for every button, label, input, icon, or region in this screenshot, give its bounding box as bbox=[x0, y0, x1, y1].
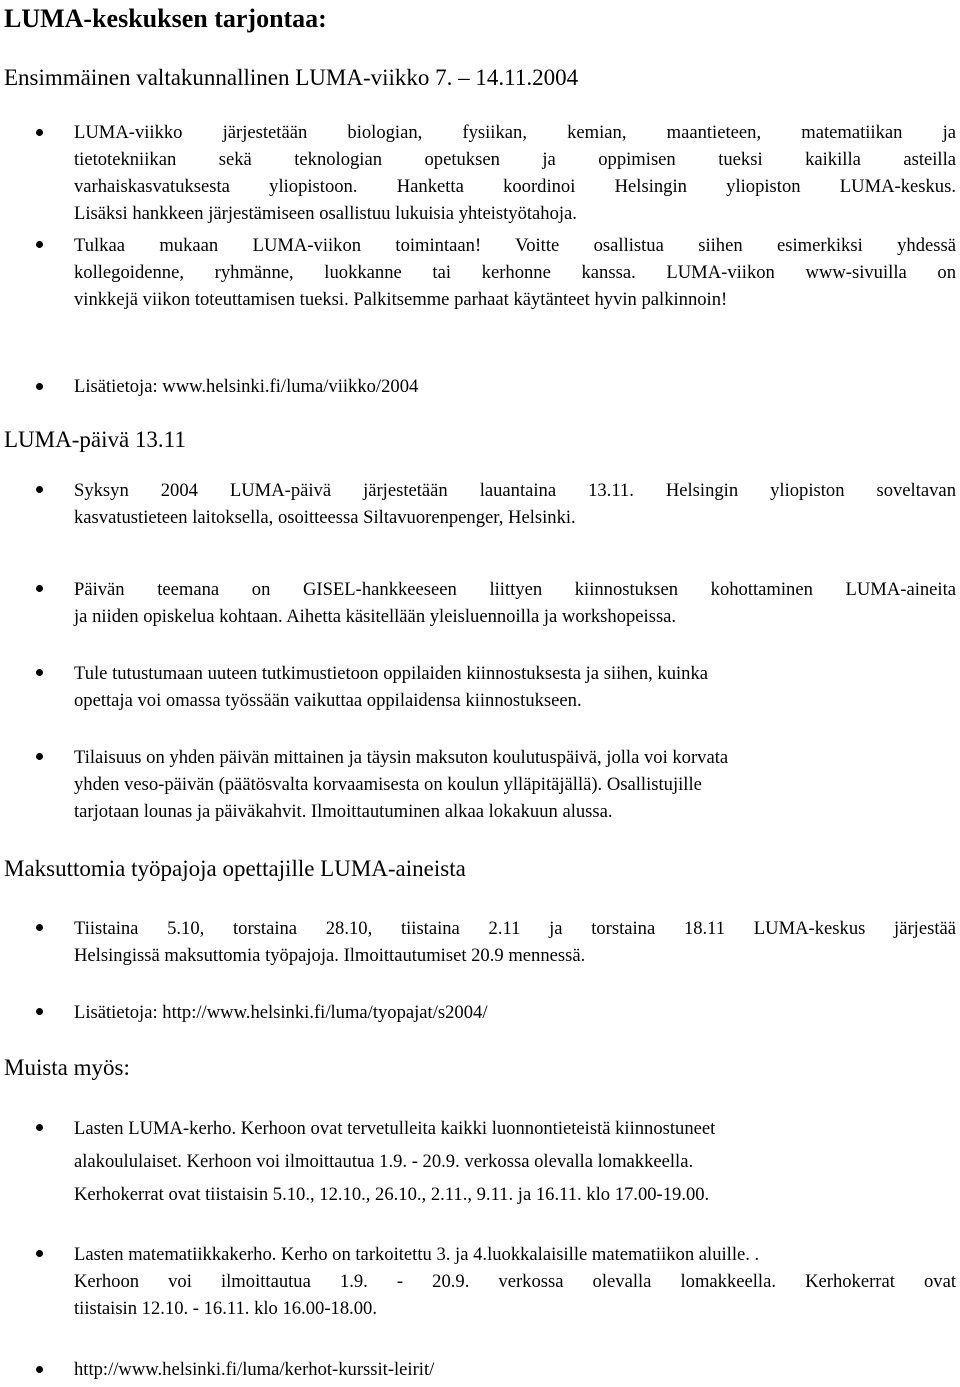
item-line: Kerhoon voi ilmoittautua 1.9. - 20.9. verkossa olevalla lomakkeella. Kerhokerrat ovat bbox=[74, 1271, 956, 1292]
item-line: vinkkejä viikon toteuttamisen tueksi. Palkitsemme parhaat käytänteet hyvin palkinnoin! bbox=[74, 289, 728, 310]
list-item bbox=[74, 660, 956, 714]
item-line: Lasten LUMA-kerho. Kerhoon ovat tervetulleita kaikki luonnontieteistä kiinnostuneet bbox=[74, 1118, 716, 1139]
list-item bbox=[74, 373, 956, 400]
bullet-icon bbox=[36, 241, 43, 248]
link-text: http://www.helsinki.fi/luma/kerhot-kurssit-leirit/ bbox=[74, 1359, 435, 1380]
item-line: opettaja voi omassa työssään vaikuttaa oppilaidensa kiinnostukseen. bbox=[74, 690, 582, 711]
item-line: alakoululaiset. Kerhoon voi ilmoittautua 1.9. - 20.9. verkossa olevalla lomakkeella. bbox=[74, 1151, 694, 1172]
item-line: Lisäksi hankkeen järjestämiseen osallistuu lukuisia yhteistyötahoja. bbox=[74, 203, 577, 224]
item-line: Lasten matematiikkakerho. Kerho on tarkoitettu 3. ja 4.luokkalaisille matematiikon aluille. . bbox=[74, 1244, 760, 1265]
item-line: tarjotaan lounas ja päiväkahvit. Ilmoittautuminen alkaa lokakuun alussa. bbox=[74, 801, 613, 822]
link-text: Lisätietoja: http://www.helsinki.fi/luma/tyopajat/s2004/ bbox=[74, 1002, 488, 1023]
item-line: varhaiskasvatuksesta yliopistoon. Hanketta koordinoi Helsingin yliopiston LUMA-keskus. bbox=[74, 176, 956, 197]
list-item bbox=[74, 576, 956, 630]
item-line: tietotekniikan sekä teknologian opetuksen ja oppimisen tueksi kaikilla asteilla bbox=[74, 149, 956, 170]
item-line: kasvatustieteen laitoksella, osoitteessa Siltavuorenpenger, Helsinki. bbox=[74, 507, 576, 528]
item-line: Kerhokerrat ovat tiistaisin 5.10., 12.10., 26.10., 2.11., 9.11. ja 16.11. klo 17.00-19.00. bbox=[74, 1184, 710, 1205]
list-item bbox=[74, 915, 956, 969]
bullet-icon bbox=[36, 486, 43, 493]
list-item bbox=[74, 999, 956, 1026]
list-item bbox=[74, 1112, 956, 1211]
item-line: Tilaisuus on yhden päivän mittainen ja täysin maksuton koulutuspäivä, jolla voi korvata bbox=[74, 747, 729, 768]
bullet-icon bbox=[36, 924, 43, 931]
item-line: Tiistaina 5.10, torstaina 28.10, tiistaina 2.11 ja torstaina 18.11 LUMA-keskus järjestää bbox=[74, 918, 956, 939]
item-line: ja niiden opiskelua kohtaan. Aihetta käsitellään yleisluennoilla ja workshopeissa. bbox=[74, 606, 677, 627]
list-item bbox=[74, 477, 956, 531]
bullet-icon bbox=[36, 669, 43, 676]
bullet-icon bbox=[36, 129, 43, 136]
bullet-icon bbox=[36, 383, 43, 390]
item-line: Tulkaa mukaan LUMA-viikon toimintaan! Voitte osallistua siihen esimerkiksi yhdessä bbox=[74, 235, 956, 256]
section-heading-luma-paiva: LUMA-päivä 13.11 bbox=[4, 427, 186, 452]
bullet-icon bbox=[36, 753, 43, 760]
page-title: LUMA-keskuksen tarjontaa: bbox=[4, 4, 327, 33]
item-line: Päivän teemana on GISEL-hankkeeseen liittyen kiinnostuksen kohottaminen LUMA-aineita bbox=[74, 579, 956, 600]
item-line: Tule tutustumaan uuteen tutkimustietoon oppilaiden kiinnostuksesta ja siihen, kuinka bbox=[74, 663, 709, 684]
bullet-icon bbox=[36, 585, 43, 592]
item-line: Helsingissä maksuttomia työpajoja. Ilmoittautumiset 20.9 mennessä. bbox=[74, 945, 586, 966]
link-text: Lisätietoja: www.helsinki.fi/luma/viikko/2004 bbox=[74, 376, 419, 397]
list-item bbox=[74, 1356, 956, 1383]
bullet-icon bbox=[36, 1008, 43, 1015]
item-line: kollegoidenne, ryhmänne, luokkanne tai kerhonne kanssa. LUMA-viikon www-sivuilla on bbox=[74, 262, 956, 283]
item-line: tiistaisin 12.10. - 16.11. klo 16.00-18.00. bbox=[74, 1298, 378, 1319]
section-heading-muista-myos: Muista myös: bbox=[4, 1055, 130, 1080]
bullet-icon bbox=[36, 1124, 43, 1131]
section-heading-luma-viikko: Ensimmäinen valtakunnallinen LUMA-viikko 7. – 14.11.2004 bbox=[4, 65, 579, 90]
bullet-icon bbox=[36, 1250, 43, 1257]
list-item bbox=[74, 1241, 956, 1322]
bullet-icon bbox=[36, 1366, 43, 1373]
list-item bbox=[74, 119, 956, 227]
list-item bbox=[74, 744, 956, 825]
list-item bbox=[74, 232, 956, 313]
item-line: Syksyn 2004 LUMA-päivä järjestetään lauantaina 13.11. Helsingin yliopiston soveltavan bbox=[74, 480, 956, 501]
item-line: LUMA-viikko järjestetään biologian, fysiikan, kemian, maantieteen, matematiikan ja bbox=[74, 122, 956, 143]
section-heading-tyopajat: Maksuttomia työpajoja opettajille LUMA-aineista bbox=[4, 856, 466, 881]
item-line: yhden veso-päivän (päätösvalta korvaamisesta on koulun ylläpitäjällä). Osallistujille bbox=[74, 774, 702, 795]
